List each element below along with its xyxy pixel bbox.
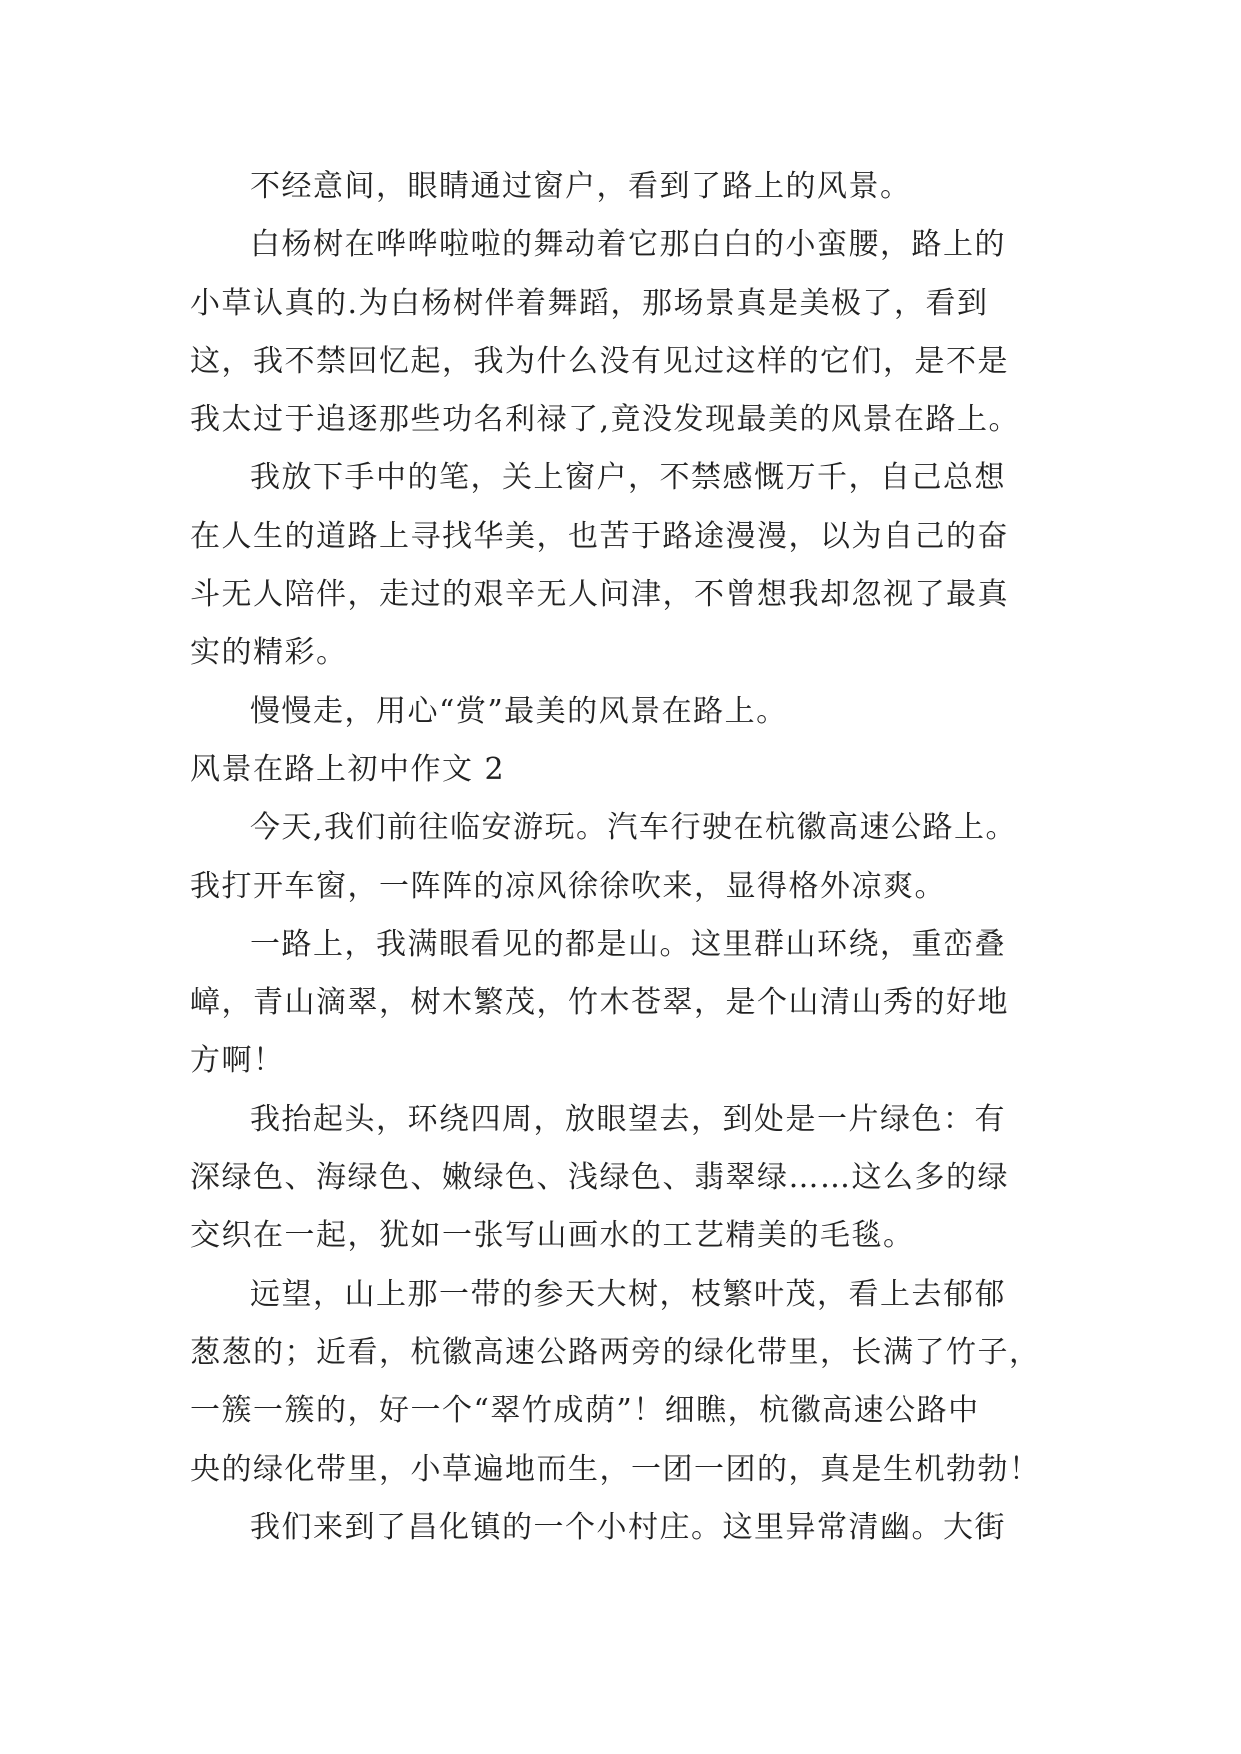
paragraph: 远望，山上那一带的参天大树，枝繁叶茂，看上去郁郁 葱葱的；近看，杭徽高速公路两旁的绿化带里，长满了竹子， 一簇一簇的，好一个“翠竹成荫”！细瞧，杭徽高速公路中 央的绿化带里，小草遍地而生，一团一团的，真是生机勃勃！ [190,1276,1041,1487]
paragraph: 不经意间，眼睛通过窗户，看到了路上的风景。 [250,169,912,204]
paragraph: 我们来到了昌化镇的一个小村庄。这里异常清幽。大街 [250,1509,1006,1545]
paragraph: 白杨树在哗哗啦啦的舞动着它那白白的小蛮腰，路上的 小草认真的.为白杨树伴着舞蹈，那场景真是美极了，看到 这，我不禁回忆起，我为什么没有见过这样的它们，是不是 我太过于追逐那些功名利禄了,竟没发现最美的风景在路上。 [190,227,1021,438]
document-body [190,158,1050,1557]
paragraph: 一路上，我满眼看见的都是山。这里群山环绕，重峦叠 嶂，青山滴翠，树木繁茂，竹木苍翠，是个山清山秀的好地 方啊！ [190,926,1009,1079]
paragraph: 慢慢走，用心“赏”最美的风景在路上。 [250,693,788,729]
section-heading: 风景在路上初中作文 2 [190,751,506,787]
paragraph: 我抬起头，环绕四周，放眼望去，到处是一片绿色：有 深绿色、海绿色、嫩绿色、浅绿色、翡翠绿……这么多的绿 交织在一起，犹如一张写山画水的工艺精美的毛毯。 [190,1101,1009,1254]
paragraph: 我放下手中的笔，关上窗户，不禁感慨万千，自己总想 在人生的道路上寻找华美，也苦于路途漫漫，以为自己的奋 斗无人陪伴，走过的艰辛无人问津，不曾想我却忽视了最真 实的精彩。 [190,460,1009,671]
paragraph: 今天,我们前往临安游玩。汽车行驶在杭徽高速公路上。 我打开车窗，一阵阵的凉风徐徐吹来，显得格外凉爽。 [190,810,1018,904]
